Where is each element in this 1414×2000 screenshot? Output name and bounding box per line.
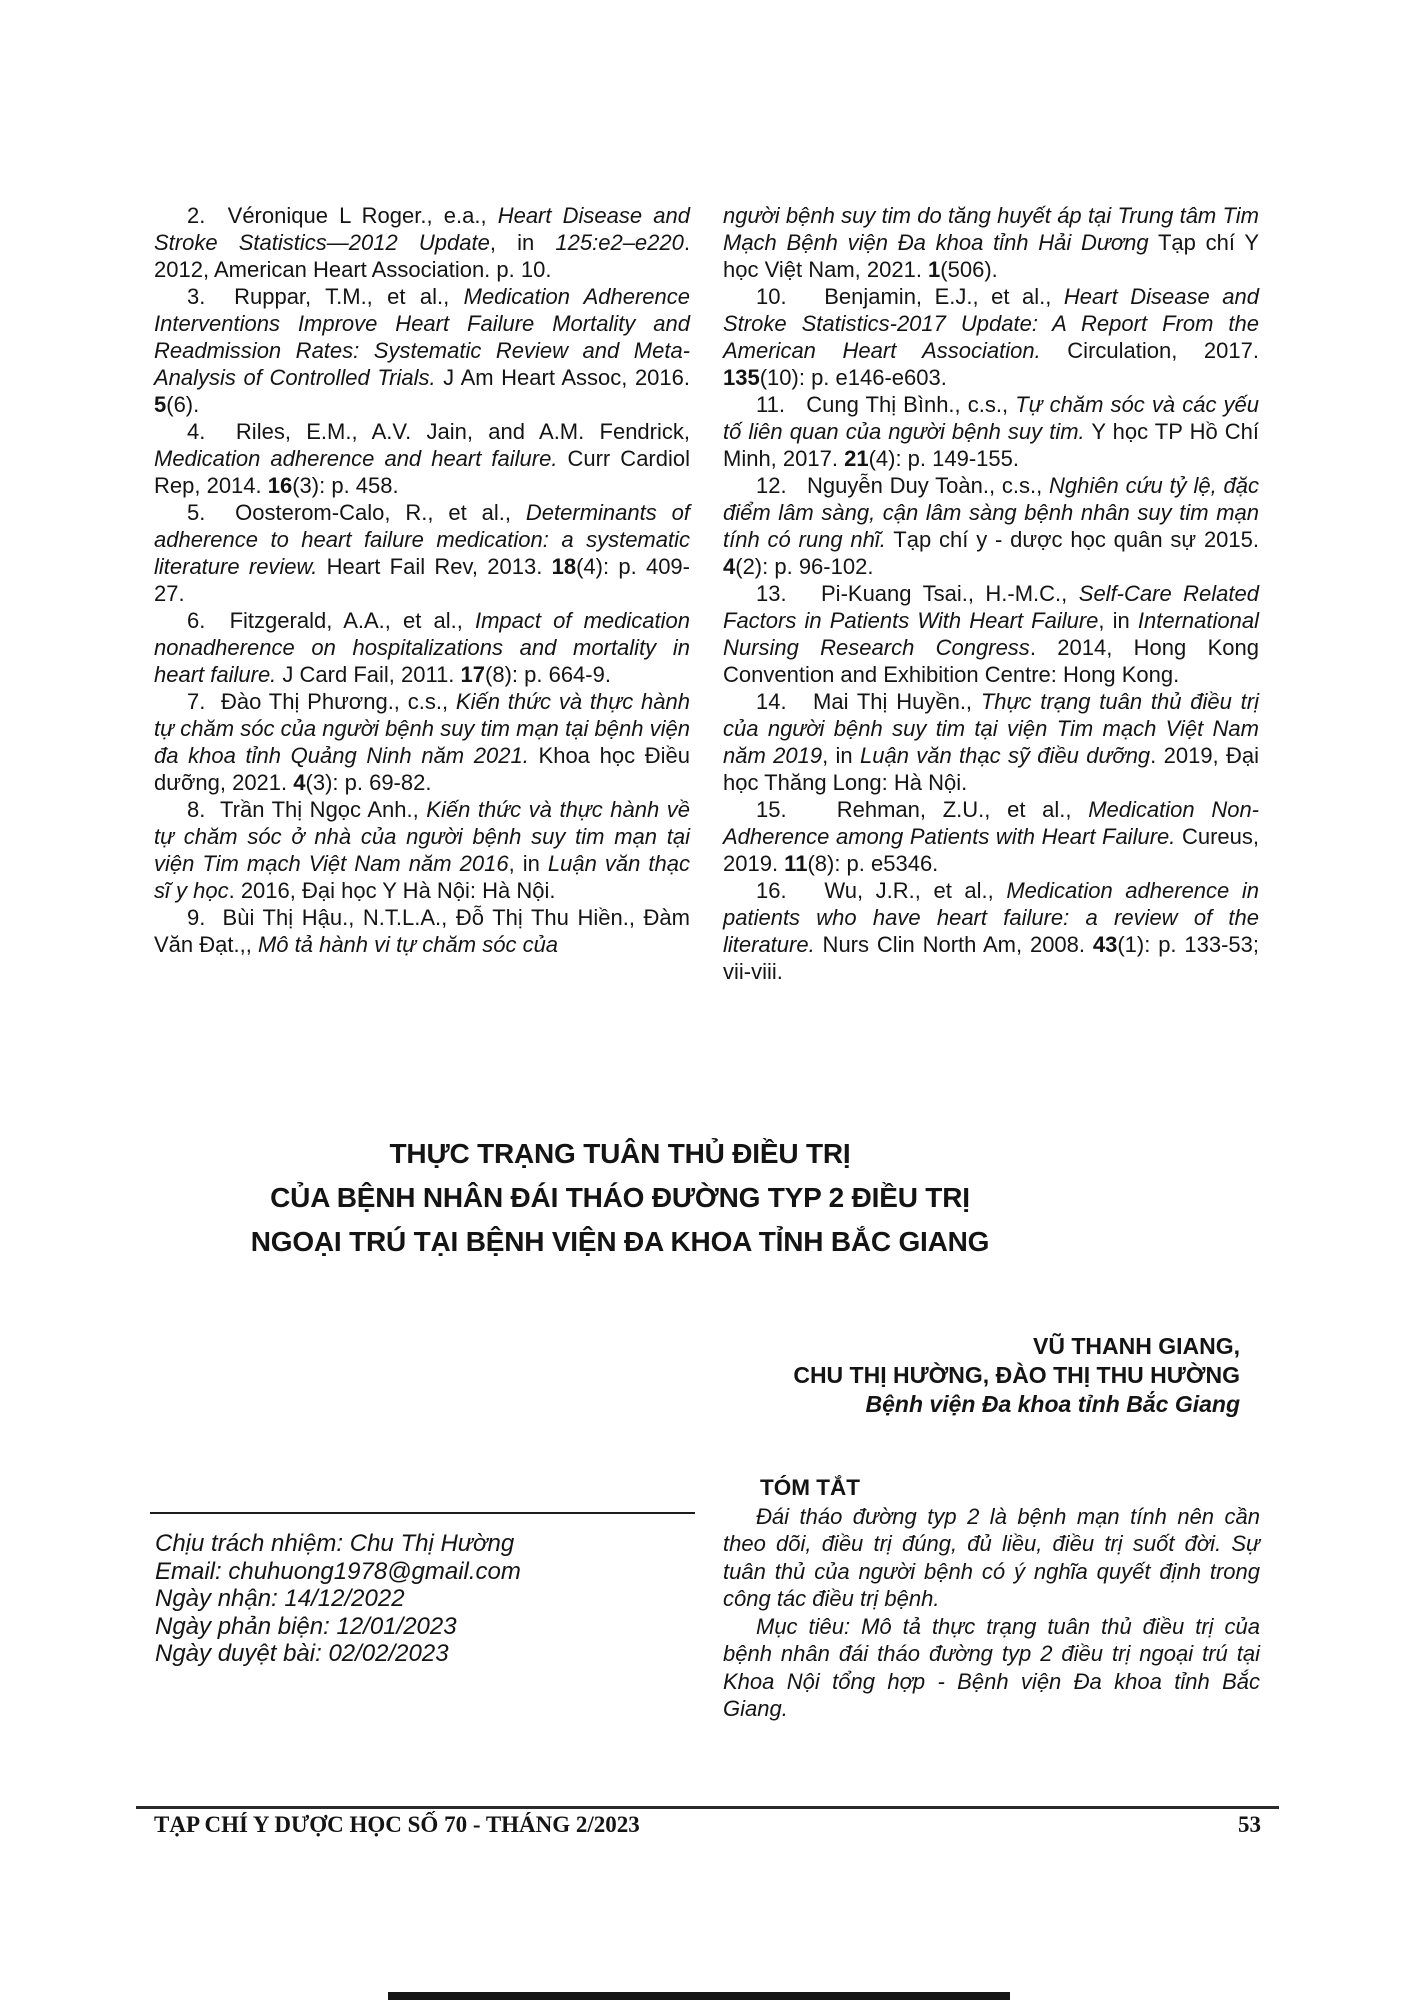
reference-text-segment: 17 bbox=[460, 662, 486, 687]
reference-text-segment: , in bbox=[822, 743, 860, 768]
reference-text-segment: Determinants of adherence to heart failure medication: a systematic literature review. bbox=[154, 500, 690, 579]
reference-text-segment: (8): p. e5346. bbox=[807, 851, 939, 876]
reference-text-segment: 11. Cung Thị Bình., c.s., bbox=[756, 392, 1016, 417]
reference-text-segment: Luận văn thạc sĩ y học bbox=[154, 851, 690, 903]
reference-text-segment: Curr Cardiol Rep, 2014. bbox=[154, 446, 690, 498]
author-line: CHU THỊ HƯỜNG, ĐÀO THỊ THU HƯỜNG bbox=[793, 1362, 1240, 1388]
reference-entry bbox=[154, 688, 690, 796]
references-column-left bbox=[154, 202, 690, 985]
reference-text-segment: , in bbox=[1098, 608, 1138, 633]
reference-text-segment: Heart Disease and Stroke Statistics—2012 Update bbox=[154, 203, 690, 255]
reference-text-segment: người bệnh suy tim do tăng huyết áp tại Trung tâm Tim Mạch Bệnh viện Đa khoa tỉnh Hải Dương bbox=[723, 203, 1259, 255]
reference-entry bbox=[723, 202, 1259, 283]
reference-text-segment: Kiến thức và thực hành về tự chăm sóc ở nhà của người bệnh suy tim mạn tại viện Tim mạch Việt Nam năm 2016 bbox=[154, 797, 690, 876]
article-title bbox=[154, 1132, 1086, 1264]
correspondence-block bbox=[155, 1530, 715, 1668]
reference-entry bbox=[723, 580, 1259, 688]
reference-text-segment: Heart Fail Rev, 2013. bbox=[317, 554, 552, 579]
reference-text-segment: 2. Véronique L Roger., e.a., bbox=[187, 203, 498, 228]
reference-text-segment: 3. Ruppar, T.M., et al., bbox=[187, 284, 464, 309]
reference-text-segment: J Am Heart Assoc, 2016. bbox=[435, 365, 691, 390]
footnote-separator-line bbox=[150, 1512, 695, 1514]
reference-text-segment: (3): p. 69-82. bbox=[305, 770, 432, 795]
correspondence-received-date: Ngày nhận: 14/12/2022 bbox=[155, 1585, 405, 1612]
reference-text-segment: 11 bbox=[784, 851, 808, 876]
reference-text-segment: 13. Pi-Kuang Tsai., H.-M.C., bbox=[756, 581, 1079, 606]
reference-text-segment: Tạp chí Y học Việt Nam, 2021. bbox=[723, 230, 1259, 282]
reference-text-segment: (1): p. 133-53; vii-viii. bbox=[723, 932, 1260, 984]
abstract-heading: TÓM TẮT bbox=[760, 1475, 860, 1500]
reference-text-segment: . 2019, Đại học Thăng Long: Hà Nội. bbox=[723, 743, 1260, 795]
reference-text-segment: 4. Riles, E.M., A.V. Jain, and A.M. Fendrick, bbox=[187, 419, 690, 444]
reference-text-segment: 4 bbox=[293, 770, 306, 795]
reference-text-segment: (8): p. 664-9. bbox=[485, 662, 611, 687]
reference-text-segment: 125:e2–e220 bbox=[555, 230, 684, 255]
reference-text-segment: Self-Care Related Factors in Patients With Heart Failure bbox=[723, 581, 1259, 633]
footer-rule bbox=[136, 1806, 1279, 1809]
references-section bbox=[154, 202, 1260, 985]
reference-text-segment: 7. Đào Thị Phương., c.s., bbox=[187, 689, 456, 714]
reference-text-segment: 16 bbox=[267, 473, 293, 498]
reference-text-segment: Nurs Clin North Am, 2008. bbox=[814, 932, 1093, 957]
reference-text-segment: Medication adherence in patients who have heart failure: a review of the literature. bbox=[723, 878, 1259, 957]
reference-text-segment: 9. Bùi Thị Hậu., N.T.L.A., Đỗ Thị Thu Hiền., Đàm Văn Đạt.,, bbox=[154, 905, 690, 957]
correspondence-review-date: Ngày phản biện: 12/01/2023 bbox=[155, 1612, 457, 1640]
reference-entry bbox=[723, 796, 1259, 877]
reference-text-segment: J Card Fail, 2011. bbox=[276, 662, 461, 687]
reference-text-segment: . 2016, Đại học Y Hà Nội: Hà Nội. bbox=[228, 878, 556, 903]
reference-text-segment: 10. Benjamin, E.J., et al., bbox=[756, 284, 1064, 309]
reference-text-segment: (4): p. 149-155. bbox=[868, 446, 1019, 471]
correspondence-accepted-date: Ngày duyệt bài: 02/02/2023 bbox=[155, 1640, 449, 1667]
article-title-line: NGOẠI TRÚ TẠI BỆNH VIỆN ĐA KHOA TỈNH BẮC GIANG bbox=[250, 1226, 990, 1257]
reference-text-segment: 15. Rehman, Z.U., et al., bbox=[756, 797, 1089, 822]
reference-entry bbox=[154, 283, 690, 418]
correspondence-responsible: Chịu trách nhiệm: Chu Thị Hường bbox=[155, 1530, 515, 1557]
reference-entry bbox=[154, 607, 690, 688]
reference-text-segment: 16. Wu, J.R., et al., bbox=[756, 878, 1007, 903]
author-block bbox=[154, 1332, 1240, 1419]
reference-entry bbox=[154, 904, 690, 958]
article-title-line: CỦA BỆNH NHÂN ĐÁI THÁO ĐƯỜNG TYP 2 ĐIỀU TRỊ bbox=[270, 1182, 970, 1213]
scan-artifact-bar bbox=[388, 1992, 1010, 2000]
reference-entry bbox=[723, 472, 1259, 580]
reference-entry bbox=[723, 688, 1259, 796]
reference-text-segment: Mô tả hành vi tự chăm sóc của bbox=[257, 932, 559, 957]
reference-text-segment: (4): p. 409-27. bbox=[154, 554, 690, 606]
reference-text-segment: (506). bbox=[940, 257, 998, 282]
reference-text-segment: . 2012, American Heart Association. p. 10. bbox=[154, 230, 690, 282]
abstract-section bbox=[723, 1474, 1260, 1723]
reference-text-segment: Tạp chí y - dược học quân sự 2015. bbox=[885, 527, 1259, 552]
reference-text-segment: Medication adherence and heart failure. bbox=[154, 446, 558, 471]
reference-text-segment: (10): p. e146-e603. bbox=[759, 365, 947, 390]
footer-journal-title: TẠP CHÍ Y DƯỢC HỌC SỐ 70 - THÁNG 2/2023 bbox=[154, 1812, 640, 1837]
reference-text-segment: Impact of medication nonadherence on hospitalizations and mortality in heart failure. bbox=[154, 608, 690, 687]
reference-text-segment: Nghiên cứu tỷ lệ, đặc điểm lâm sàng, cận lâm sàng bệnh nhân suy tim mạn tính có rung nhĩ. bbox=[723, 473, 1259, 552]
reference-text-segment: 4 bbox=[723, 554, 736, 579]
reference-entry bbox=[154, 499, 690, 607]
reference-text-segment: Cureus, 2019. bbox=[723, 824, 1259, 876]
reference-text-segment: Y học TP Hồ Chí Minh, 2017. bbox=[723, 419, 1259, 471]
reference-text-segment: 135 bbox=[723, 365, 760, 390]
reference-text-segment: (2): p. 96-102. bbox=[735, 554, 874, 579]
reference-text-segment: 5. Oosterom-Calo, R., et al., bbox=[187, 500, 526, 525]
footer-page-number: 53 bbox=[1238, 1812, 1261, 1837]
reference-text-segment: Medication Adherence Interventions Improve Heart Failure Mortality and Readmission Rates: Systematic Review and Meta-Analysis of Controlled Trials. bbox=[154, 284, 690, 390]
affiliation: Bệnh viện Đa khoa tỉnh Bắc Giang bbox=[865, 1391, 1240, 1417]
reference-text-segment: Circulation, 2017. bbox=[1040, 338, 1259, 363]
reference-text-segment: , in bbox=[508, 851, 548, 876]
reference-text-segment: International Nursing Research Congress bbox=[723, 608, 1259, 660]
reference-entry bbox=[154, 796, 690, 904]
reference-entry bbox=[723, 877, 1259, 985]
reference-text-segment: Heart Disease and Stroke Statistics-2017 Update: A Report From the American Heart Association. bbox=[723, 284, 1259, 363]
reference-text-segment: 12. Nguyễn Duy Toàn., c.s., bbox=[756, 473, 1050, 498]
reference-text-segment: 43 bbox=[1092, 932, 1118, 957]
reference-text-segment: Tự chăm sóc và các yếu tố liên quan của người bệnh suy tim. bbox=[723, 392, 1260, 444]
reference-text-segment: 6. Fitzgerald, A.A., et al., bbox=[187, 608, 475, 633]
reference-entry bbox=[154, 418, 690, 499]
reference-text-segment: Medication Non-Adherence among Patients with Heart Failure. bbox=[723, 797, 1260, 849]
reference-text-segment: 21 bbox=[844, 446, 869, 471]
reference-text-segment: (6). bbox=[166, 392, 200, 417]
reference-entry bbox=[154, 202, 690, 283]
abstract-paragraph: Đái tháo đường typ 2 là bệnh mạn tính nên cần theo dõi, điều trị đúng, đủ liều, điều trị suốt đời. Sự tuân thủ của người bệnh có ý nghĩa quyết định trong công tác điều trị bệnh. bbox=[723, 1503, 1260, 1611]
article-title-line: THỰC TRẠNG TUÂN THỦ ĐIỀU TRỊ bbox=[389, 1138, 851, 1169]
reference-text-segment: 5 bbox=[154, 392, 167, 417]
reference-text-segment: Khoa học Điều dưỡng, 2021. bbox=[154, 743, 690, 795]
reference-entry bbox=[723, 391, 1259, 472]
correspondence-email: Email: chuhuong1978@gmail.com bbox=[155, 1557, 521, 1585]
author-line: VŨ THANH GIANG, bbox=[1033, 1333, 1240, 1359]
reference-text-segment: (3): p. 458. bbox=[292, 473, 399, 498]
reference-text-segment: 18 bbox=[551, 554, 577, 579]
reference-text-segment: , in bbox=[489, 230, 556, 255]
reference-text-segment: Luận văn thạc sỹ điều dưỡng bbox=[859, 743, 1151, 768]
reference-text-segment: 8. Trần Thị Ngọc Anh., bbox=[187, 797, 427, 822]
references-column-right bbox=[723, 202, 1259, 985]
reference-entry bbox=[723, 283, 1259, 391]
reference-text-segment: Kiến thức và thực hành tự chăm sóc của người bệnh suy tim mạn tại bệnh viện đa khoa tỉnh Quảng Ninh năm 2021. bbox=[154, 689, 690, 768]
reference-text-segment: 1 bbox=[928, 257, 941, 282]
abstract-paragraph: Mục tiêu: Mô tả thực trạng tuân thủ điều trị của bệnh nhân đái tháo đường typ 2 điều trị ngoại trú tại Khoa Nội tổng hợp - Bệnh viện Đa khoa tỉnh Bắc Giang. bbox=[723, 1613, 1260, 1721]
reference-text-segment: Thực trạng tuân thủ điều trị của người bệnh suy tim tại viện Tim mạch Việt Nam năm 2019 bbox=[723, 689, 1259, 768]
reference-text-segment: 14. Mai Thị Huyền., bbox=[756, 689, 981, 714]
reference-text-segment: . 2014, Hong Kong Convention and Exhibition Centre: Hong Kong. bbox=[723, 635, 1259, 687]
